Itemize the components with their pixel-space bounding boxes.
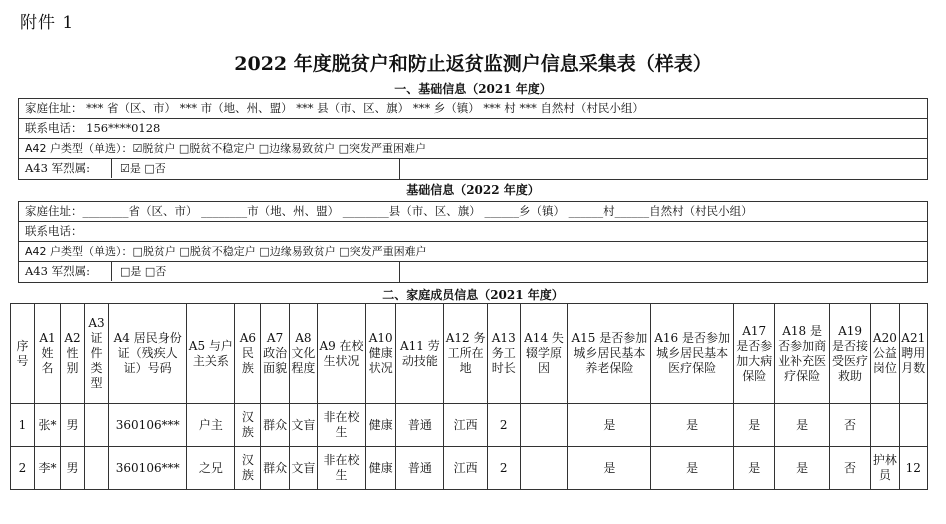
row-divider — [399, 262, 400, 282]
table-cell: 12 — [899, 447, 927, 490]
table-cell: 是 — [775, 447, 829, 490]
table-row — [11, 447, 928, 490]
phone-label: 联系电话： — [25, 121, 83, 135]
table-cell — [520, 404, 568, 447]
family-members-table — [10, 303, 928, 490]
column-header: A5 与户主关系 — [187, 304, 235, 404]
table-cell: 文盲 — [289, 447, 317, 490]
table-cell — [85, 447, 109, 490]
attachment-label: 附件 1 — [20, 13, 75, 33]
address-row — [19, 202, 927, 222]
table-cell — [85, 404, 109, 447]
table-cell: 否 — [829, 404, 870, 447]
column-header: A4 居民身份证（残疾人证）号码 — [108, 304, 186, 404]
martyr-value: □是 □否 — [120, 265, 167, 278]
table-cell: 普通 — [396, 404, 444, 447]
table-cell: 文盲 — [289, 404, 317, 447]
table-cell: 1 — [11, 404, 35, 447]
table-row — [11, 404, 928, 447]
section-heading-members: 二、家庭成员信息（2021 年度） — [382, 288, 564, 302]
section-heading-2022: 基础信息（2022 年度） — [406, 183, 540, 197]
table-cell: 是 — [775, 404, 829, 447]
table-cell: 是 — [734, 447, 775, 490]
column-header: A20 公益岗位 — [871, 304, 899, 404]
column-header: A12 务工所在地 — [444, 304, 488, 404]
table-cell: 是 — [651, 447, 734, 490]
household-type-text: A42 户类型（单选）：☑脱贫户 □脱贫不稳定户 □边缘易致贫户 □突发严重困难户 — [25, 142, 427, 155]
basic-info-2021 — [18, 98, 928, 180]
column-header: A8 文化程度 — [289, 304, 317, 404]
table-cell: 健康 — [365, 404, 395, 447]
table-cell: 是 — [568, 404, 651, 447]
table-cell: 2 — [11, 447, 35, 490]
phone-row — [19, 119, 927, 139]
table-cell: 江西 — [444, 404, 488, 447]
page-title: 2022 年度脱贫户和防止返贫监测户信息采集表（样表） — [234, 53, 712, 75]
table-cell: 之兄 — [187, 447, 235, 490]
table-cell: 健康 — [365, 447, 395, 490]
table-cell: 男 — [61, 447, 85, 490]
column-header: A9 在校生状况 — [318, 304, 366, 404]
column-header: A15 是否参加城乡居民基本养老保险 — [568, 304, 651, 404]
table-cell: 张* — [34, 404, 60, 447]
column-header: A16 是否参加城乡居民基本医疗保险 — [651, 304, 734, 404]
martyr-row — [19, 262, 927, 282]
martyr-row — [19, 159, 927, 179]
table-cell: 江西 — [444, 447, 488, 490]
phone-row — [19, 222, 927, 242]
table-cell — [899, 404, 927, 447]
martyr-value: ☑是 □否 — [120, 162, 166, 175]
column-header: A11 劳动技能 — [396, 304, 444, 404]
table-cell: 群众 — [261, 447, 289, 490]
table-cell: 360106*** — [108, 404, 186, 447]
table-cell: 360106*** — [108, 447, 186, 490]
table-header-row — [11, 304, 928, 404]
column-header: A10 健康状况 — [365, 304, 395, 404]
table-cell: 2 — [487, 447, 520, 490]
martyr-label: A43 军烈属: — [19, 262, 112, 281]
table-cell: 男 — [61, 404, 85, 447]
column-header: A6 民族 — [235, 304, 261, 404]
address-text: 家庭住址：________省（区、市） ________市（地、州、盟） ________县（市、区、旗） ______乡（镇） ______村______自然村（村民小组） — [25, 204, 753, 218]
basic-info-2022 — [18, 201, 928, 283]
row-divider — [399, 159, 400, 179]
table-body — [11, 404, 928, 490]
table-cell: 是 — [568, 447, 651, 490]
column-header: A18 是否参加商业补充医疗保险 — [775, 304, 829, 404]
column-header: A19 是否接受医疗救助 — [829, 304, 870, 404]
table-cell: 非在校生 — [318, 404, 366, 447]
column-header: A3 证件类型 — [85, 304, 109, 404]
martyr-label: A43 军烈属: — [19, 159, 112, 178]
table-cell: 护林员 — [871, 447, 899, 490]
table-cell: 汉族 — [235, 447, 261, 490]
column-header: A17 是否参加大病保险 — [734, 304, 775, 404]
table-cell: 否 — [829, 447, 870, 490]
column-header: A7 政治面貌 — [261, 304, 289, 404]
address-text: 家庭住址： *** 省（区、市） *** 市（地、州、盟） *** 县（市、区、旗） *** 乡（镇） *** 村 *** 自然村（村民小组） — [25, 101, 644, 115]
column-header: A13 务工时长 — [487, 304, 520, 404]
table-cell — [520, 447, 568, 490]
table-cell: 普通 — [396, 447, 444, 490]
table-cell: 非在校生 — [318, 447, 366, 490]
table-cell: 户主 — [187, 404, 235, 447]
column-header: A1 姓名 — [34, 304, 60, 404]
table-cell: 是 — [734, 404, 775, 447]
phone-value: 156****0128 — [86, 121, 161, 135]
column-header: A21 聘用月数 — [899, 304, 927, 404]
household-type-row — [19, 242, 927, 262]
table-cell: 是 — [651, 404, 734, 447]
address-row — [19, 99, 927, 119]
table-cell: 群众 — [261, 404, 289, 447]
column-header: A14 失辍学原因 — [520, 304, 568, 404]
phone-label: 联系电话： — [25, 224, 83, 238]
table-cell: 2 — [487, 404, 520, 447]
column-header: 序号 — [11, 304, 35, 404]
table-cell — [871, 404, 899, 447]
table-cell: 汉族 — [235, 404, 261, 447]
column-header: A2 性别 — [61, 304, 85, 404]
household-type-row — [19, 139, 927, 159]
household-type-text: A42 户类型（单选）：□脱贫户 □脱贫不稳定户 □边缘易致贫户 □突发严重困难户 — [25, 245, 427, 258]
section-heading-2021: 一、基础信息（2021 年度） — [394, 82, 552, 96]
table-cell: 李* — [34, 447, 60, 490]
